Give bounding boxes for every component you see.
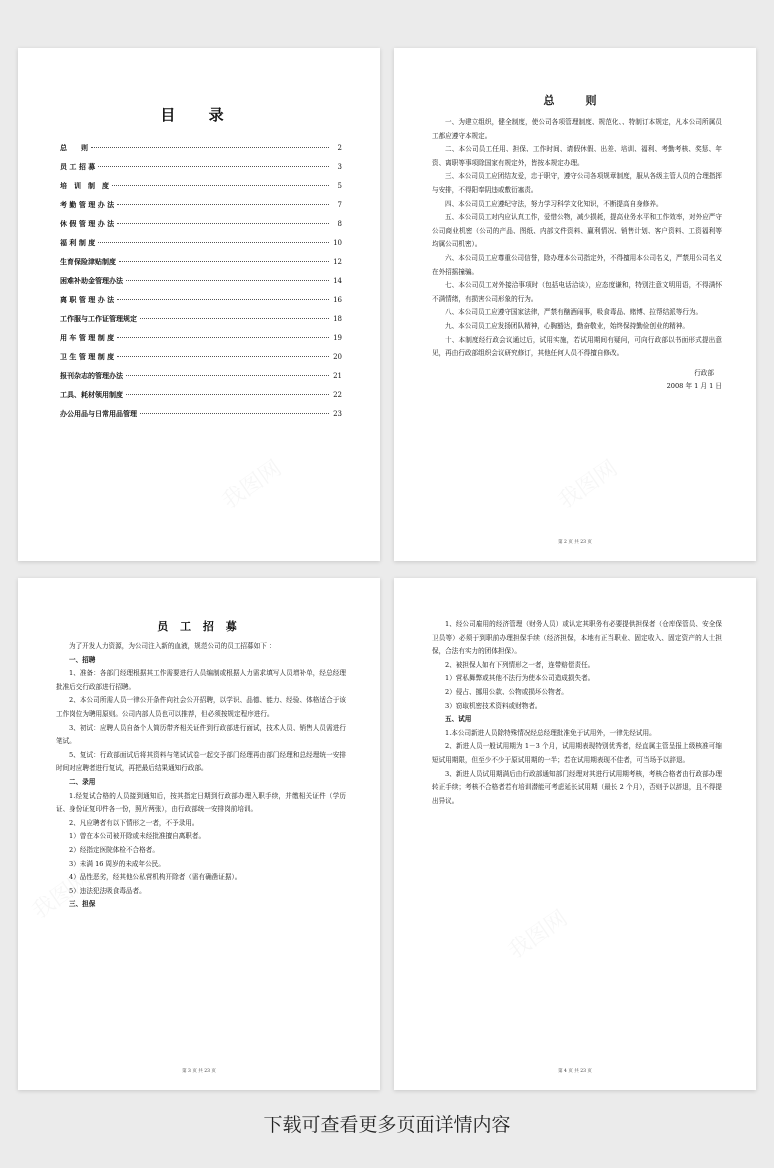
toc-page: [18, 48, 380, 561]
toc-entry-label: 总 则: [60, 144, 88, 152]
toc-entry: [60, 314, 342, 333]
body-paragraph: 5、复试：行政部面试后将其资料与笔试试卷一起交予部门经理再由部门经理和总经理统一安排时间对应聘者进行复试，再把最后结果通知行政部。: [56, 750, 346, 773]
toc-entry-page: 7: [337, 201, 342, 209]
rule-paragraph: 六、本公司员工应尊重公司信誉，除办理本公司指定外，不得擅用本公司名义，严禁用公司名义在外招摇撞骗。: [432, 253, 722, 276]
toc-entry: [60, 371, 342, 390]
toc-entry: [60, 257, 342, 276]
toc-leader-dots: [98, 242, 329, 243]
body-paragraph: 1.经复试合格的人员接到通知后，按其指定日期到行政部办理入职手续，并缴相关证件（学历证、身份证复印件各一份，照片两张），由行政部统一安排岗前培训。: [56, 791, 346, 814]
toc-entry: [60, 295, 342, 314]
rule-paragraph: 四、本公司员工应遵纪守法，努力学习科学文化知识，不断提高自身修养。: [445, 199, 663, 208]
body-paragraph: 3、新进人员试用期满后由行政部通知部门经理对其进行试用期考核，考核合格者由行政部办理转正手续；考核不合格者若有培训潜能可考虑延长试用期（最长 2 个月），否则予以辞退，且不得提出异议。: [432, 769, 722, 805]
body-paragraph: 5）违法犯法吸食毒品者。: [69, 886, 146, 895]
page-body: [394, 578, 756, 808]
toc-entry-label: 考 勤 管 理 办 法: [60, 201, 115, 209]
body-paragraph: 2、凡应聘者有以下情形之一者，不予录用。: [69, 818, 199, 827]
body-paragraph: 2）经指定医院体检不合格者。: [69, 845, 159, 854]
page-footer: 第 2 页 共 23 页: [558, 540, 592, 545]
body-paragraph: 1.本公司新进人员除特殊情况经总经理批准免于试用外，一律先经试用。: [445, 728, 656, 737]
toc-entry-page: 19: [333, 334, 342, 342]
toc-entry-label: 福 利 制 度: [60, 239, 96, 247]
toc-entry-page: 3: [337, 163, 342, 171]
body-paragraph: 1、准备：各部门经理根据其工作需要进行人员编制或根据人力需求填写人员增补单，经总经理批准后交行政部进行招聘。: [56, 669, 346, 691]
toc-entry-page: 23: [333, 410, 342, 418]
body-paragraph: 2、新进人员一般试用期为 1－3 个月，试用期表现特别优秀者，经直属主管呈报上级核准可缩短试用期限，但至少不少于原试用期的一半；若在试用期表现不佳者，可当场予以辞退。: [432, 742, 722, 764]
toc-entry-page: 22: [333, 391, 342, 399]
toc-entry: [60, 143, 342, 162]
toc-entry-label: 用 车 管 理 制 度: [60, 334, 115, 342]
section-heading: 五、试用: [445, 715, 472, 724]
toc-list: [18, 143, 380, 428]
toc-entry-label: 工作服与工作证管理规定: [60, 315, 137, 323]
rule-paragraph: 八、本公司员工应遵守国家法律，严禁有酗酒闹事，吸食毒品、赌博、拉帮结派等行为。: [445, 308, 703, 317]
toc-leader-dots: [119, 261, 329, 262]
page-footer: 第 3 页 共 23 页: [182, 1069, 216, 1074]
toc-entry: [60, 162, 342, 181]
rule-paragraph: 七、本公司员工对外接洽事项时（包括电话洽谈），应态度谦和，特别注意文明用语，不得满怀不满情绪，有损害公司形象的行为。: [432, 281, 722, 303]
toc-leader-dots: [117, 223, 329, 224]
toc-leader-dots: [117, 299, 329, 300]
general-rules-page: [394, 48, 756, 561]
body-paragraph: 2）侵占、挪用公款、公物或损坏公物者。: [445, 687, 568, 696]
toc-leader-dots: [117, 356, 329, 357]
download-caption: 下载可查看更多页面详情内容: [263, 1114, 511, 1136]
toc-leader-dots: [91, 147, 329, 148]
toc-entry: [60, 200, 342, 219]
body-paragraph: 4）品性恶劣，经其他公私营机构开除者（需有确凿证据）。: [69, 873, 242, 882]
date: 2008 年 1 月 1 日: [666, 382, 722, 391]
toc-entry-label: 培 训 制 度: [60, 182, 109, 190]
toc-entry-label: 工具、耗材领用制度: [60, 391, 123, 399]
toc-entry-label: 报刊杂志的管理办法: [60, 372, 123, 380]
toc-leader-dots: [117, 337, 329, 338]
toc-entry: [60, 409, 342, 428]
page-body: [394, 116, 756, 394]
section-heading: 三、担保: [69, 900, 96, 909]
toc-entry-page: 10: [333, 239, 342, 247]
toc-entry-label: 休 假 管 理 办 法: [60, 220, 115, 228]
body-paragraph: 3、初试：应聘人员自备个人简历带齐相关证件到行政部进行面试，技术人员、销售人员需进行笔试。: [56, 723, 346, 746]
watermark: [551, 452, 623, 515]
body-paragraph: 2、本公司所需人员一律公开条件向社会公开招聘，以学识、品德、能力、经验、体格适合于该工作岗位为聘用原则。公司内部人员也可以推荐，但必须按规定程序进行。: [56, 696, 346, 718]
toc-leader-dots: [117, 204, 329, 205]
toc-entry: [60, 219, 342, 238]
toc-entry-page: 8: [337, 220, 342, 228]
page-title: 总 则: [543, 94, 607, 107]
toc-leader-dots: [112, 185, 329, 186]
page-title: 员 工 招 募: [157, 620, 241, 633]
toc-title: 目 录: [160, 106, 238, 124]
body-paragraph: 3）未满 16 周岁的未成年公民。: [69, 859, 165, 868]
toc-entry-label: 离 职 管 理 办 法: [60, 296, 115, 304]
watermark: [215, 452, 287, 515]
toc-leader-dots: [126, 394, 329, 395]
toc-entry-page: 18: [333, 315, 342, 323]
section-heading: 二、录用: [69, 777, 96, 786]
toc-leader-dots: [140, 413, 329, 414]
toc-leader-dots: [126, 280, 329, 281]
toc-entry-label: 卫 生 管 理 制 度: [60, 353, 115, 361]
toc-leader-dots: [140, 318, 329, 319]
page-footer: 第 4 页 共 23 页: [558, 1069, 592, 1074]
rule-paragraph: 二、本公司员工任用、担保、工作时间、请假休假、出差、培训、福利、考勤考核、奖惩、年资、离职等事项除国家有规定外，皆按本规定办理。: [432, 145, 722, 167]
toc-entry: [60, 352, 342, 371]
body-paragraph: 1、经公司雇用的经济管理（财务人员）或认定其职务有必要提供担保者（仓库保管员、安全保卫员等）必须于到职前办理担保手续（经济担保，本地有正当职业、固定收入、固定资产的人士担保，合法有实力的团体担保）。: [432, 620, 722, 656]
body-paragraph: 1）曾在本公司被开除或未经批准擅自离职者。: [69, 832, 206, 841]
toc-entry: [60, 333, 342, 352]
toc-entry-page: 16: [333, 296, 342, 304]
recruitment-continued-page: [394, 578, 756, 1090]
toc-entry-label: 生育保险津贴制度: [60, 258, 116, 266]
toc-entry-label: 员 工 招 募: [60, 163, 96, 171]
toc-entry-page: 14: [333, 277, 342, 285]
page-body: [18, 640, 380, 912]
toc-leader-dots: [98, 166, 329, 167]
toc-entry-label: 困难补助金管理办法: [60, 277, 123, 285]
toc-entry-page: 12: [333, 258, 342, 266]
toc-entry-page: 21: [333, 372, 342, 380]
toc-entry-page: 5: [337, 182, 342, 190]
toc-entry-label: 办公用品与日常用品管理: [60, 410, 137, 418]
rule-paragraph: 九、本公司员工应发扬团队精神，心胸豁达，勤奋敬业，始终保持勤俭创业的精神。: [445, 321, 689, 330]
rule-paragraph: 三、本公司员工应团结友爱，忠于职守，遵守公司各项规章制度，服从各级主管人员的合理指挥与安排，不得阳奉阴违或敷衍塞责。: [432, 172, 722, 194]
toc-entry: [60, 238, 342, 257]
toc-entry: [60, 390, 342, 409]
toc-entry: [60, 276, 342, 295]
toc-entry-page: 20: [333, 353, 342, 361]
watermark: [501, 902, 573, 965]
rule-paragraph: 十、本制度经行政会议通过后，试用实施，若试用期间有疑问，可向行政部以书面形式提出意见，再由行政部组织会议研究修订，其他任何人员不得擅自修改。: [432, 335, 722, 358]
toc-leader-dots: [126, 375, 329, 376]
rule-paragraph: 一、为建立组织，健全制度，使公司各项管理制度、规范化、、特制订本规定，凡本公司所属员工都应遵守本规定。: [432, 118, 722, 140]
section-heading: 一、招聘: [69, 655, 96, 664]
body-paragraph: 2、被担保人如有下列情形之一者，连带赔偿责任。: [445, 660, 595, 669]
rule-paragraph: 五、本公司员工对内应认真工作，爱惜公物，减少损耗，提高业务水平和工作效率，对外应严守公司商业机密（公司的产品、图纸、内部文件资料、赢利情况、销售计划、客户资料、工资福利等均属公司机密）。: [432, 213, 722, 249]
signature: 行政部: [694, 368, 714, 377]
recruitment-page: [18, 578, 380, 1090]
body-paragraph: 1）营私舞弊或其他不法行为使本公司造成损失者。: [445, 674, 595, 683]
toc-entry-page: 2: [337, 144, 342, 152]
toc-entry: [60, 181, 342, 200]
body-paragraph: 3）窃取机密技术资料或财物者。: [445, 701, 542, 710]
body-paragraph: 为了开发人力资源，为公司注入新的血液，规范公司的员工招募如下 ：: [69, 642, 276, 650]
